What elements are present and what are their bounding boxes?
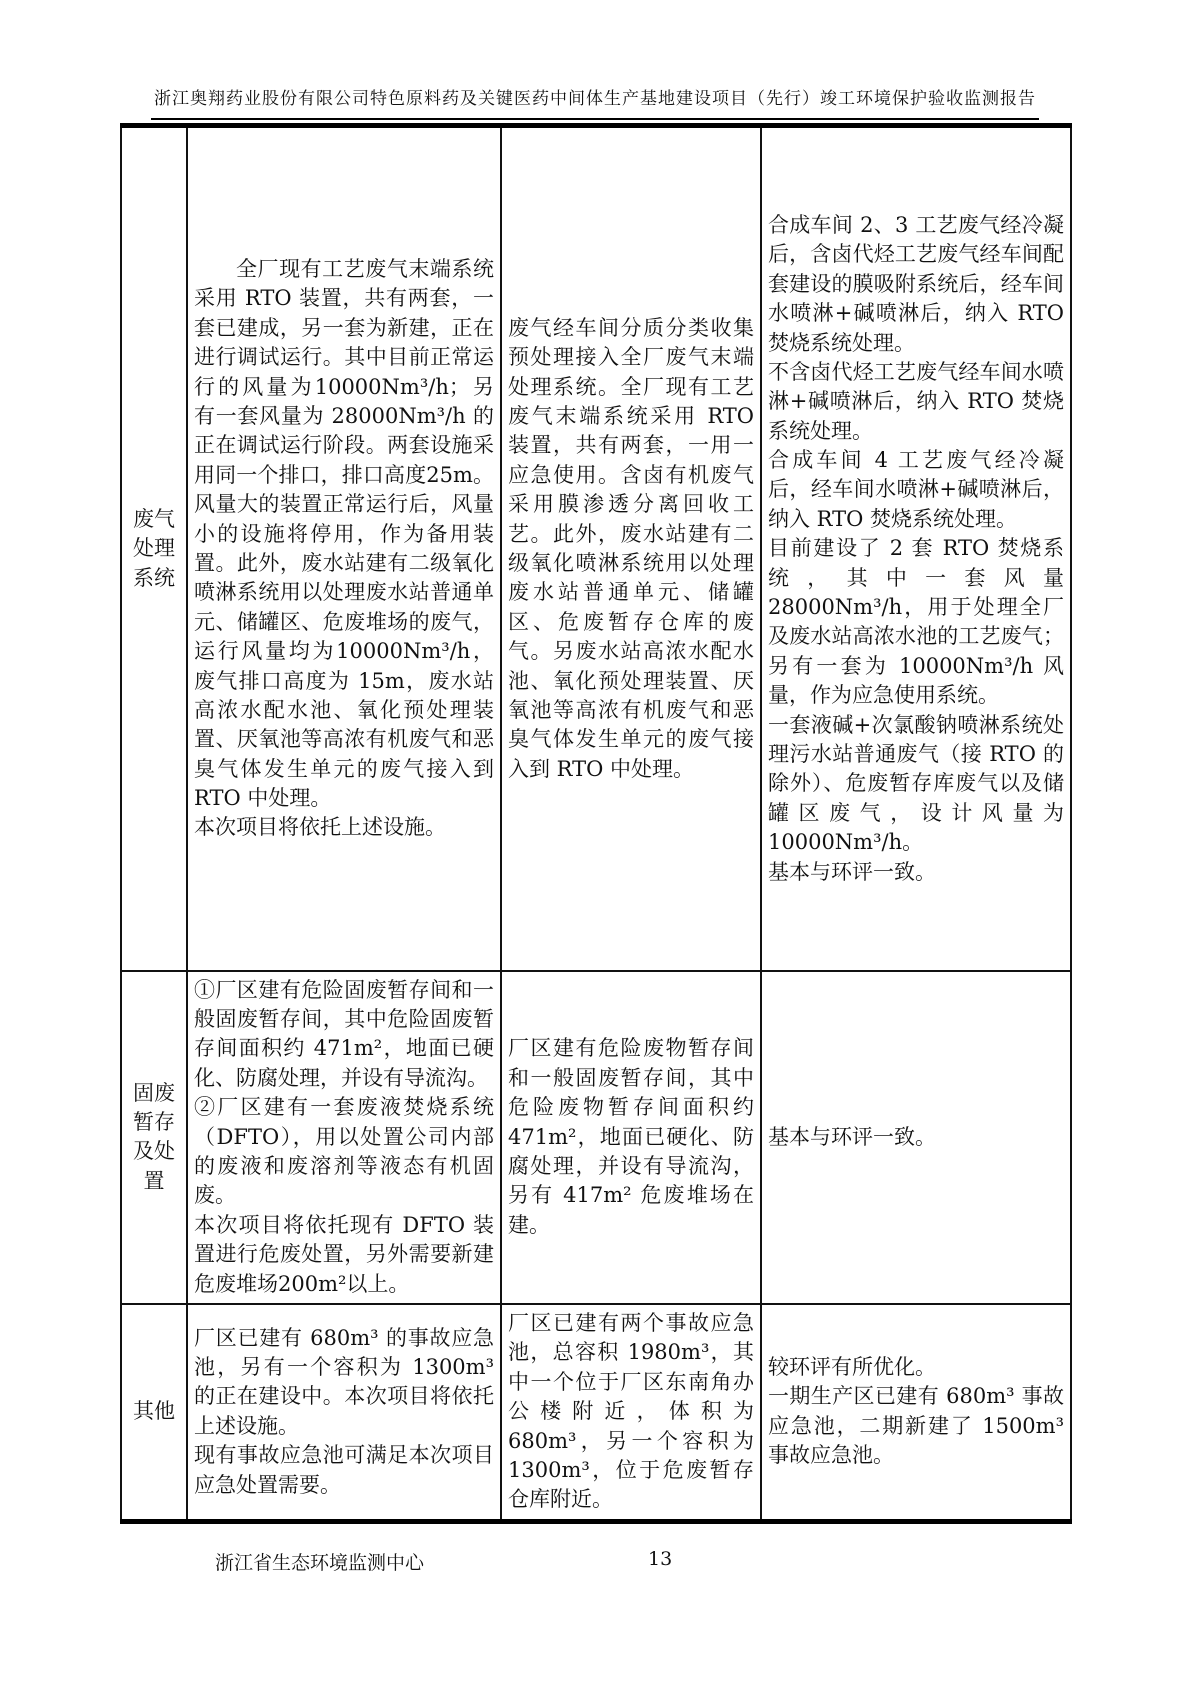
table-row-waste-gas xyxy=(121,126,1071,971)
paragraph: 不含卤代烃工艺废气经车间水喷淋+碱喷淋后，纳入 RTO 焚烧系统处理。 xyxy=(768,359,1064,443)
paragraph: 本次项目将依托上述设施。 xyxy=(194,815,446,840)
solid-waste-design-cell xyxy=(501,971,761,1304)
paragraph: 厂区已建有两个事故应急池，总容积 1980m³，其中一个位于厂区东南角办公楼附近，体积为 680m³，另一个容积为 1300m³，位于危废暂存仓库附近。 xyxy=(508,1310,754,1512)
paragraph: 基本与环评一致。 xyxy=(768,859,936,884)
paragraph: 厂区建有危险废物暂存间和一般固废暂存间，其中危险废物暂存间面积约 471m²，地面已硬化、防腐处理，并设有导流沟，另有 417m² 危废堆场在建。 xyxy=(508,1036,754,1237)
waste-gas-actual-cell xyxy=(761,126,1071,971)
paragraph: 一套液碱+次氯酸钠喷淋系统处理污水站普通废气（接 RTO 的除外）、危废暂存库废气以及储罐区废气，设计风量为 10000Nm³/h。 xyxy=(768,712,1064,855)
paragraph: 较环评有所优化。 xyxy=(768,1355,936,1380)
row-label-solid-waste: 固废暂存及处置 xyxy=(121,971,187,1304)
page-number: 13 xyxy=(648,1548,673,1570)
solid-waste-requirement-cell xyxy=(187,971,501,1304)
other-actual-cell xyxy=(761,1304,1071,1521)
paragraph: ①厂区建有危险固废暂存间和一般固废暂存间，其中危险固废暂存间面积约 471m²，地面已硬化、防腐处理，并设有导流沟。 xyxy=(194,977,494,1090)
table-row-other xyxy=(121,1304,1071,1521)
paragraph: 合成车间 4 工艺废气经冷凝后，经车间水喷淋+碱喷淋后，纳入 RTO 焚烧系统处理。 xyxy=(768,448,1064,531)
other-requirement-cell xyxy=(187,1304,501,1521)
paragraph: 目前建设了 2 套 RTO 焚烧系统，其中一套风量 28000Nm³/h，用于处理全厂及废水站高浓水池的工艺废气；另有一套为 10000Nm³/h 风量，作为应急使用系统。 xyxy=(768,536,1064,708)
paragraph: 厂区已建有 680m³ 的事故应急池，另有一个容积为 1300m³ 的正在建设中。本次项目将依托上述设施。 xyxy=(194,1325,494,1438)
table-row-solid-waste xyxy=(121,971,1071,1304)
paragraph: 合成车间 2、3 工艺废气经冷凝后，含卤代烃工艺废气经车间配套建设的膜吸附系统后，经车间水喷淋+碱喷淋后，纳入 RTO 焚烧系统处理。 xyxy=(768,212,1064,355)
running-head-title: 浙江奥翔药业股份有限公司特色原料药及关键医药中间体生产基地建设项目（先行）竣工环境保护验收监测报告 xyxy=(151,86,1039,120)
row-label-waste-gas: 废气处理系统 xyxy=(121,126,187,971)
footer-organization: 浙江省生态环境监测中心 xyxy=(215,1552,425,1574)
facility-comparison-table xyxy=(120,123,1072,1524)
paragraph: ②厂区建有一套废液焚烧系统（DFTO），用以处置公司内部的废液和废溶剂等液态有机固废。 xyxy=(194,1095,494,1208)
paragraph: 基本与环评一致。 xyxy=(768,1124,936,1149)
paragraph: 本次项目将依托现有 DFTO 装置进行危废处置，另外需要新建危废堆场200m²以上。 xyxy=(194,1212,494,1296)
other-design-cell xyxy=(501,1304,761,1521)
solid-waste-actual-cell xyxy=(761,971,1071,1304)
paragraph: 现有事故应急池可满足本次项目应急处置需要。 xyxy=(194,1443,494,1497)
row-label-other: 其他 xyxy=(121,1304,187,1521)
waste-gas-requirement-cell xyxy=(187,126,501,971)
paragraph: 一期生产区已建有 680m³ 事故应急池，二期新建了 1500m³ 事故应急池。 xyxy=(768,1384,1064,1468)
paragraph: 废气经车间分质分类收集预处理接入全厂废气末端处理系统。全厂现有工艺废气末端系统采用 RTO 装置，共有两套，一用一应急使用。含卤有机废气采用膜渗透分离回收工艺。此外，废水站建有二级氧化喷淋系统用以处理废水站普通单元、储罐区、危废暂存仓库的废气。另废水站高浓水配水池、氧化预处理装置、厌氧池等高浓有机废气和恶臭气体发生单元的废气接入到 RTO 中处理。 xyxy=(508,315,754,781)
paragraph: 全厂现有工艺废气末端系统采用 RTO 装置，共有两套，一套已建成，另一套为新建，正在进行调试运行。其中目前正常运行的风量为10000Nm³/h；另有一套风量为 28000Nm³/h 的正在调试运行阶段。两套设施采用同一个排口，排口高度25m。风量大的装置正常运行后，风量小的设施将停用，作为备用装置。此外，废水站建有二级氧化喷淋系统用以处理废水站普通单元、储罐区、危废堆场的废气，运行风量均为10000Nm³/h，废气排口高度为 15m，废水站高浓水配水池、氧化预处理装置、厌氧池等高浓有机废气和恶臭气体发生单元的废气接入到 RTO 中处理。 xyxy=(194,257,494,811)
waste-gas-design-cell xyxy=(501,126,761,971)
